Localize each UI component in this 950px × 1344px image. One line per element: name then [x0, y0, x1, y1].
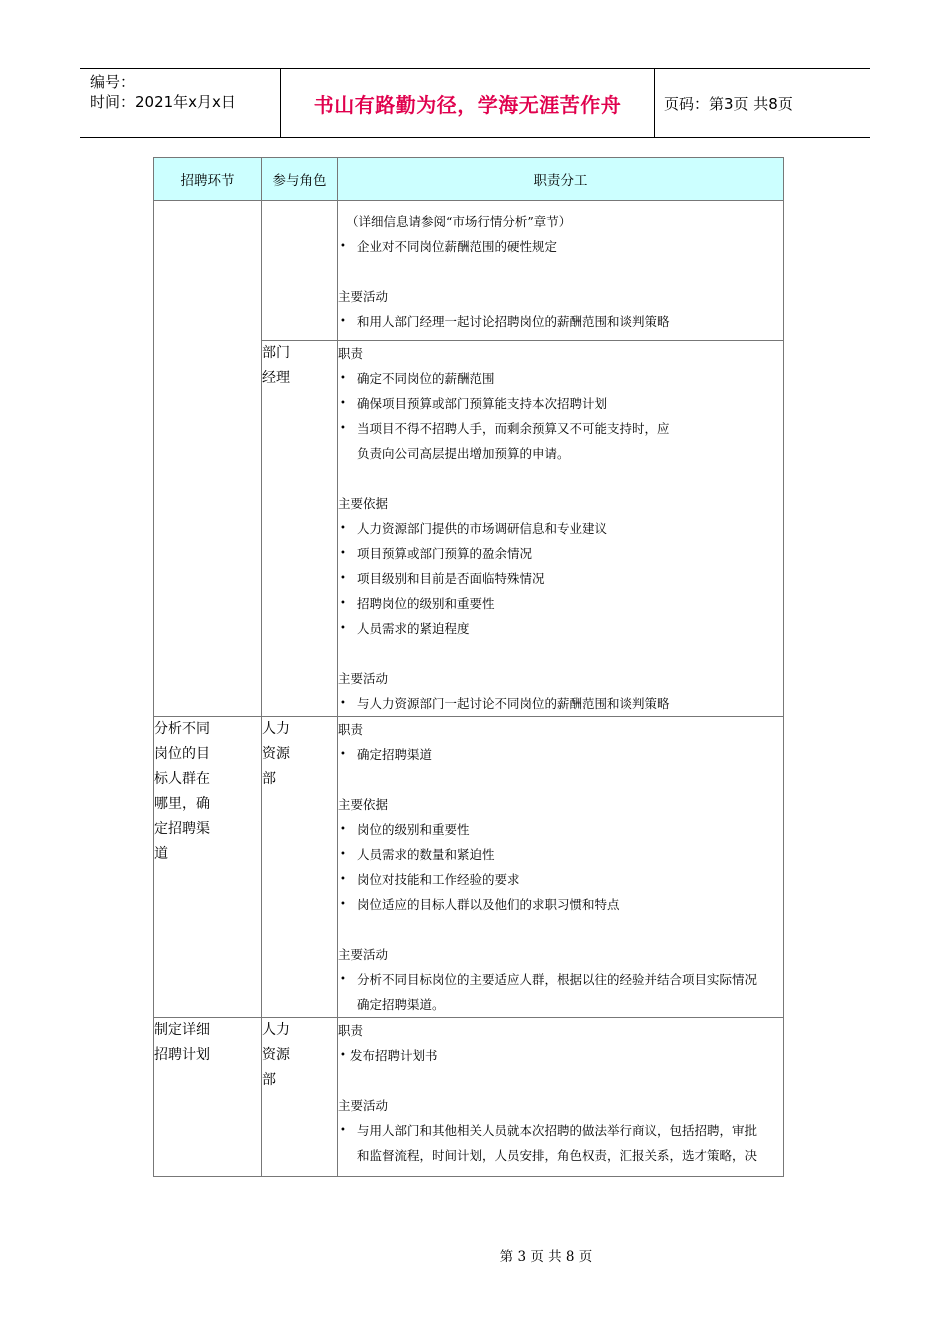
- duty-cell: [338, 341, 784, 717]
- motto-text: 书山有路勤为径，学海无涯苦作舟: [313, 92, 622, 117]
- list-item: • 项目预算或部门预算的盈余情况: [338, 541, 783, 566]
- stage-line: 道: [154, 846, 168, 862]
- list-item: • 发布招聘计划书: [338, 1043, 783, 1068]
- list-item-continuation: 确定招聘渠道。: [357, 997, 445, 1012]
- role-cell-empty: [262, 201, 338, 341]
- section-title: 职责: [338, 722, 364, 737]
- list-item: • 人员需求的数量和紧迫性: [338, 842, 783, 867]
- header-stage: 招聘环节: [154, 158, 262, 201]
- duty-cell: [338, 717, 784, 1018]
- stage-line: 定招聘渠: [154, 821, 210, 837]
- stage-line: 制定详细: [154, 1022, 210, 1038]
- list-item: • 与用人部门和其他相关人员就本次招聘的做法举行商议，包括招聘，审批: [338, 1118, 783, 1143]
- page-label: 页码：第3页 共8页: [664, 94, 793, 113]
- section-title: 主要活动: [338, 947, 389, 962]
- section-title: 主要依据: [338, 797, 389, 812]
- stage-line: 分析不同: [154, 721, 210, 737]
- section-title: 主要依据: [338, 496, 389, 511]
- section-title: 主要活动: [338, 1098, 389, 1113]
- list-item: • 人员需求的紧迫程度: [338, 616, 783, 641]
- list-item-continuation: 和监督流程，时间计划，人员安排，角色权责，汇报关系，选才策略，决: [357, 1148, 758, 1163]
- list-item: • 人力资源部门提供的市场调研信息和专业建议: [338, 516, 783, 541]
- header-role: 参与角色: [262, 158, 338, 201]
- list-item: • 岗位的级别和重要性: [338, 817, 783, 842]
- list-item: • 岗位适应的目标人群以及他们的求职习惯和特点: [338, 892, 783, 917]
- table-row: [154, 201, 784, 341]
- list-item: • 企业对不同岗位薪酬范围的硬性规定: [338, 234, 783, 259]
- header-motto: [281, 69, 655, 137]
- stage-cell: [154, 717, 262, 1018]
- role-cell: [262, 341, 338, 717]
- table-row: [154, 717, 784, 1018]
- header-meta: [80, 69, 281, 137]
- section-title: 主要活动: [338, 671, 389, 686]
- role-line: 人力: [262, 721, 290, 737]
- table-row: [154, 1018, 784, 1177]
- role-line: 部: [262, 771, 276, 787]
- section-title: 职责: [338, 1023, 364, 1038]
- duty-cell: [338, 201, 784, 341]
- role-line: 部: [262, 1072, 276, 1088]
- list-item: • 岗位对技能和工作经验的要求: [338, 867, 783, 892]
- header-duty: 职责分工: [338, 158, 784, 201]
- list-item: • 与人力资源部门一起讨论不同岗位的薪酬范围和谈判策略: [338, 691, 783, 716]
- number-label: 编号：: [90, 73, 136, 91]
- section-title: 主要活动: [338, 289, 389, 304]
- note-line: （详细信息请参阅“市场行情分析”章节）: [346, 214, 572, 229]
- list-item: • 分析不同目标岗位的主要适应人群，根据以往的经验并结合项目实际情况: [338, 967, 783, 992]
- list-item: • 和用人部门经理一起讨论招聘岗位的薪酬范围和谈判策略: [338, 309, 783, 334]
- stage-line: 岗位的目: [154, 746, 210, 762]
- list-item: • 项目级别和目前是否面临特殊情况: [338, 566, 783, 591]
- role-cell: [262, 717, 338, 1018]
- stage-line: 标人群在: [154, 771, 210, 787]
- stage-line: 招聘计划: [154, 1047, 210, 1063]
- page-header: [80, 68, 870, 138]
- role-line: 人力: [262, 1022, 290, 1038]
- recruitment-table: [153, 157, 784, 1177]
- section-title: 职责: [338, 346, 364, 361]
- role-cell: [262, 1018, 338, 1177]
- role-line: 部门: [262, 345, 290, 361]
- footer-page-number: 第 3 页 共 8 页: [499, 1249, 593, 1265]
- list-item: • 确定不同岗位的薪酬范围: [338, 366, 783, 391]
- role-line: 经理: [262, 370, 290, 386]
- role-line: 资源: [262, 746, 290, 762]
- list-item: • 招聘岗位的级别和重要性: [338, 591, 783, 616]
- role-line: 资源: [262, 1047, 290, 1063]
- stage-line: 哪里，确: [154, 796, 210, 812]
- list-item-continuation: 负责向公司高层提出增加预算的申请。: [357, 446, 570, 461]
- list-item: • 确保项目预算或部门预算能支持本次招聘计划: [338, 391, 783, 416]
- list-item: • 当项目不得不招聘人手，而剩余预算又不可能支持时，应: [338, 416, 783, 441]
- page-footer: [0, 1245, 950, 1265]
- header-page: [655, 69, 870, 137]
- duty-cell: [338, 1018, 784, 1177]
- stage-cell-empty: [154, 201, 262, 717]
- list-item: • 确定招聘渠道: [338, 742, 783, 767]
- time-label: 时间：2021年x月x日: [90, 93, 236, 111]
- table-header-row: [154, 158, 784, 201]
- stage-cell: [154, 1018, 262, 1177]
